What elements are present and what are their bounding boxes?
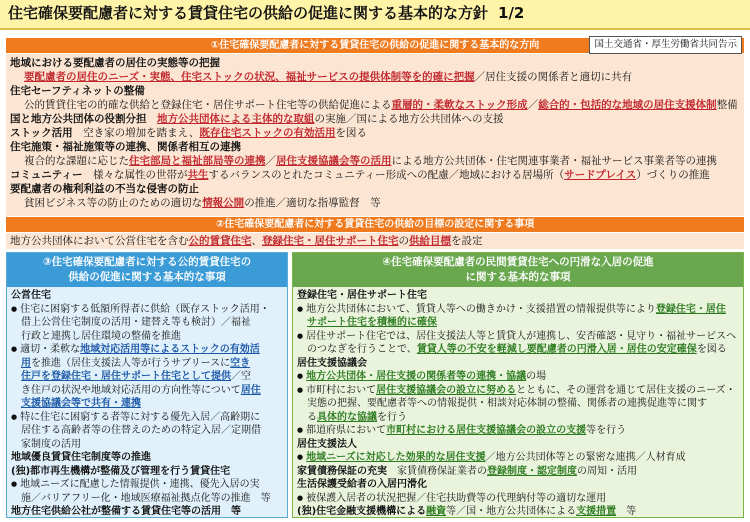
- list-item: ● 地方公共団体において、賃貸人等への働きかけ・支援措置の情報提供等により登録住宅・居住: [297, 303, 739, 317]
- ministry-badge: 国土交通省・厚生労働省共同告示: [589, 36, 742, 54]
- list-item-cont: 居住する高齢者等の住替えのための特定入居／定期借: [21, 425, 261, 436]
- section1-body: [6, 54, 744, 216]
- list-item: ● 地域ニーズに配慮した情報提供・連携、優先入居の実: [11, 478, 283, 492]
- title-bar: [0, 0, 750, 30]
- section4-body: [293, 287, 743, 521]
- section3-panel: [6, 252, 288, 518]
- list-item-cont: のつなぎを行うことで、賃貸人等の不安を軽減し要配慮者の円滑入居・居住の安定確保を図る: [307, 344, 727, 355]
- list-item-cont: 実態の把握、要配慮者等への情報提供・相談対応体制の整備、関係者の連携促進等に関す: [307, 398, 707, 409]
- list-item-cont: 支援協議会等で共有・連携: [21, 398, 141, 409]
- section2-heading: ②住宅確保要配慮者に対する賃貸住宅の供給の目標の設定に関する事項: [6, 217, 744, 232]
- section1-line: 国と地方公共団体の役割分担 地方公共団体による主体的な取組の実施／国による地方公共団体への支援: [10, 113, 504, 125]
- list-item: ● 住宅に困窮する低額所得者に供給（既存ストック活用・: [11, 303, 283, 317]
- section1-line: 貧困ビジネス等の防止のための適切な情報公開の推進／適切な指導監督 等: [24, 197, 381, 209]
- section1-heading: ①住宅確保要配慮者に対する賃貸住宅の供給の促進に関する基本的な方向: [6, 38, 744, 53]
- list-item: ● 地方公共団体・居住支援の関係者等の連携・協議の場: [297, 370, 739, 384]
- list-item-cont: る具体的な協議を行う: [307, 411, 407, 423]
- section4-subheading: 登録住宅・居住サポート住宅: [297, 290, 427, 301]
- list-item-cont: 用を推進（居住支援法人等が行うサブリースに空き: [21, 357, 251, 369]
- list-item: ● 被保護入居者の状況把握／住宅扶助費等の代理納付等の適切な運用: [297, 492, 739, 506]
- section3-subheading: 地域優良賃貸住宅制度等の推進: [11, 452, 151, 463]
- list-item-cont: 施／バリアフリー化・地域医療福祉拠点化等の推進 等: [21, 492, 271, 504]
- list-item: ● 居住サポート住宅では、居住支援法人等と賃貸人が連携し、安否確認・見守り・福祉サービスへ: [297, 330, 739, 344]
- list-item-cont: サポート住宅を積極的に確保: [307, 317, 437, 328]
- page-number: 1/2: [498, 4, 525, 22]
- section1-subheading: 地域における要配慮者の居住の実態等の把握: [10, 57, 220, 69]
- section3-heading: ③住宅確保要配慮者に対する公的賃貸住宅の 供給の促進に関する基本的な事項: [7, 253, 287, 287]
- list-item: ● 地域ニーズに対応した効果的な居住支援／地方公共団体等との緊密な連携／人材育成: [297, 451, 739, 465]
- section1-line: 公的賃貸住宅の的確な供給と登録住宅・居住サポート住宅等の供給促進による重層的・柔軟なストック形成／総合的・包括的な地域の居住支援体制整備: [24, 99, 738, 111]
- section3-subheading: 地方住宅供給公社が整備する賃貸住宅等の活用 等: [11, 506, 241, 517]
- section1-line: 要配慮者の居住のニーズ・実態、住宅ストックの状況、福祉サービスの提供体制等を的確に把握／居住支援の関係者と適切に共有: [24, 71, 633, 83]
- page-title: 住宅確保要配慮者に対する賃貸住宅の供給の促進に関する基本的な方針 1/2: [8, 4, 525, 22]
- section2-body: [6, 233, 744, 249]
- list-item-cont: 家制度の活用: [21, 438, 81, 450]
- section1-subheading: 要配慮者の権利利益の不当な侵害の防止: [10, 183, 199, 195]
- section4-subheading: 居住支援法人: [297, 438, 357, 450]
- section4-panel: [292, 252, 744, 518]
- section1-subheading: 住宅セーフティネットの整備: [10, 85, 145, 97]
- section4-heading: ④住宅確保要配慮者の民間賃貸住宅への円滑な入居の促進 に関する基本的な事項: [293, 253, 743, 287]
- list-item-cont: き住戸の状況や地域対応活用の方向性等について居住: [21, 384, 261, 396]
- section4-subheading: 生活保護受給者の入居円滑化: [297, 479, 427, 490]
- section4-line: (独)住宅金融支援機構による融資等／国・地方公共団体による支援措置 等: [297, 506, 637, 517]
- list-item: ● 適切・柔軟な地域対応活用等によるストックの有効活: [11, 343, 283, 357]
- section1-subheading: 住宅施策・福祉施策等の連携、関係者相互の連携: [10, 141, 241, 153]
- section1-line: ストック活用 空き家の増加を踏まえ、既存住宅ストックの有効活用を図る: [10, 127, 368, 139]
- list-item-cont: 住戸を登録住宅・居住サポート住宅として提供／空: [21, 371, 251, 382]
- section1-line: 複合的な課題に応じた住宅部局と福祉部局等の連携／居住支援協議会等の活用による地方公共団体・住宅関連事業者・福祉サービス事業者等の連携: [24, 155, 717, 167]
- section3-body: [7, 287, 287, 521]
- list-item: ● 都道府県において市町村における居住支援協議会の設立の支援等を行う: [297, 424, 739, 438]
- section2-line: 地方公共団体において公営住宅を含む公的賃貸住宅、登録住宅・居住サポート住宅の供給目標を設定: [10, 235, 483, 247]
- list-item: ● 特に住宅に困窮する者等に対する優先入居／高齢期に: [11, 411, 283, 425]
- section1-line: コミュニティー 様々な属性の世帯が共生するバランスのとれたコミュニティー形成への配慮／地域における居場所（サードプレイス）づくりの推進: [10, 169, 710, 181]
- section3-subheading: 公営住宅: [11, 290, 51, 301]
- list-item-cont: 行政と連携し居住環境の整備を推進: [21, 330, 181, 342]
- section3-subheading: (独)都市再生機構が整備及び管理を行う賃貸住宅: [11, 465, 231, 477]
- section4-line: 家賃債務保証の充実 家賃債務保証業者の登録制度・認定制度の周知・活用: [297, 465, 637, 477]
- section4-subheading: 居住支援協議会: [297, 357, 367, 369]
- list-item-cont: 借上公営住宅制度の活用・建替え等も検討）／福祉: [21, 317, 251, 328]
- list-item: ● 市町村において居住支援協議会の設立に努めるとともに、その運営を通じて居住支援のニーズ・: [297, 384, 739, 398]
